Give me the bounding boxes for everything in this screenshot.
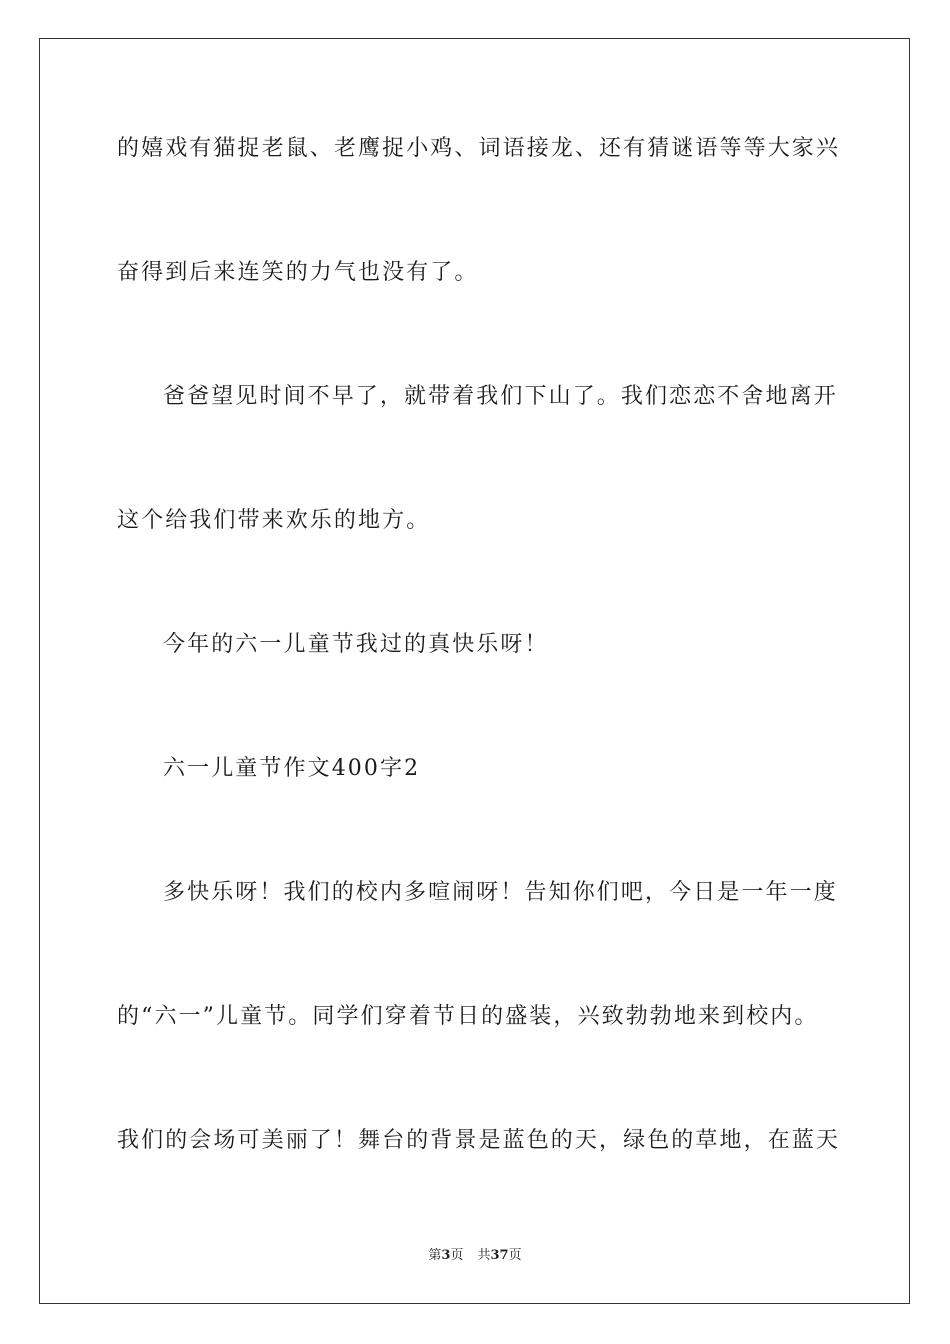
- total-pages: 37: [490, 1248, 509, 1263]
- paragraph-line: 爸爸望见时间不早了，就带着我们下山了。我们恋恋不舍地离开: [163, 384, 838, 409]
- page-footer: [0, 1246, 950, 1266]
- total-suffix: 页: [508, 1248, 522, 1263]
- section-heading: 六一儿童节作文400字2: [163, 756, 421, 781]
- paragraph-line: 的嬉戏有猫捉老鼠、老鹰捉小鸡、词语接龙、还有猜谜语等等大家兴: [117, 136, 841, 161]
- page-prefix: 第: [428, 1248, 442, 1263]
- page-border: [39, 38, 910, 1304]
- page-number: 3: [441, 1248, 451, 1263]
- paragraph-line: 的“六一”儿童节。同学们穿着节日的盛装，兴致勃勃地来到校内。: [117, 1004, 819, 1029]
- paragraph-line: 我们的会场可美丽了！舞台的背景是蓝色的天，绿色的草地，在蓝天: [117, 1128, 841, 1153]
- paragraph-line: 多快乐呀！我们的校内多喧闹呀！告知你们吧，今日是一年一度: [163, 880, 838, 905]
- paragraph-line: 这个给我们带来欢乐的地方。: [117, 508, 431, 533]
- paragraph-line: 今年的六一儿童节我过的真快乐呀！: [163, 632, 549, 657]
- total-prefix: 共: [477, 1248, 491, 1263]
- page-suffix: 页: [450, 1248, 464, 1263]
- paragraph-line: 奋得到后来连笑的力气也没有了。: [117, 260, 479, 285]
